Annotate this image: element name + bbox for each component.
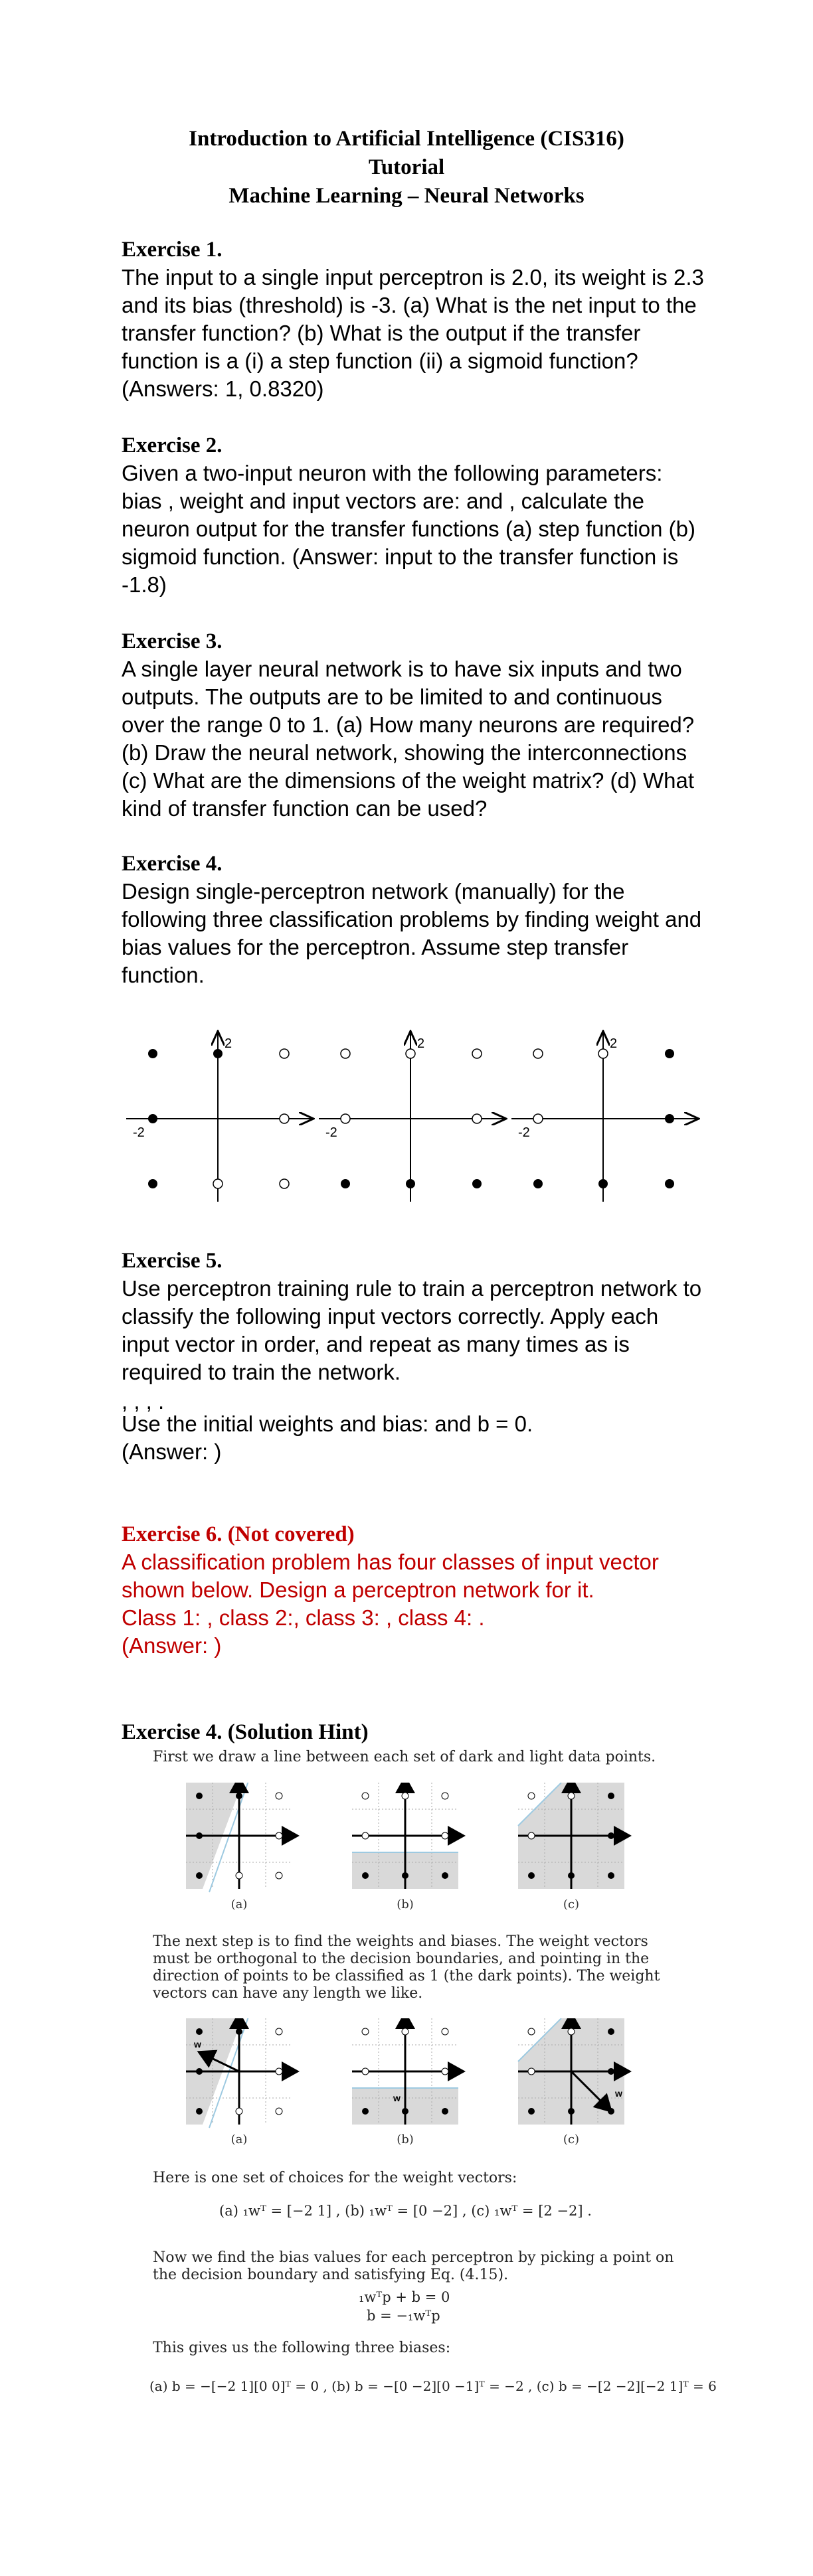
bias-equation-2: b = −₁wᵀp	[367, 2308, 440, 2324]
caption-b: (b)	[397, 1897, 414, 1911]
dark-point	[598, 1179, 608, 1188]
light-point	[280, 1049, 289, 1058]
caption-c: (c)	[563, 1897, 580, 1911]
exercise-5-title: Exercise 5.	[122, 1249, 223, 1273]
hint-paragraph-2: The next step is to find the weights and biases. The weight vectors must be orthogonal to the decision boundaries, and pointing in the direction of points to be classified as 1 (the dark points). The weight vectors can have any length we like.	[153, 1933, 660, 2002]
dark-point	[148, 1049, 157, 1058]
biases-equation: (a) b = −[−2 1][0 0]ᵀ = 0 , (b) b = −[0 −2][0 −1]ᵀ = −2 , (c) b = −[2 −2][−2 1]ᵀ = 6	[149, 2378, 717, 2394]
dark-point	[472, 1179, 482, 1188]
exercise-3-body: A single layer neural network is to have six inputs and two outputs. The outputs are to be limited to and continuous over the range 0 to 1. (a) How many neurons are required? (b) Draw the neural network, showing the interconnections (c) What are the dimensions of the weight matrix? (d) What kind of transfer function can be used?	[122, 657, 701, 821]
weight-label: w	[615, 2088, 622, 2099]
hint-weight-plot-a	[186, 2018, 296, 2128]
light-point	[533, 1114, 543, 1123]
dark-point	[148, 1179, 157, 1188]
x-tick-label: -2	[325, 1125, 337, 1140]
hint-paragraph-4: Now we find the bias values for each perceptron by picking a point on the decision boundary and satisfying Eq. (4.15).	[153, 2249, 674, 2283]
hint-paragraph-5: This gives us the following three biases:	[153, 2340, 451, 2356]
exercise-4-body: Design single-perceptron network (manually) for the following three classification problems by finding weight and bias values for the perceptron. Assume step transfer function.	[122, 879, 708, 987]
exercise-2-title: Exercise 2.	[122, 434, 223, 457]
exercise-5-body: Use perceptron training rule to train a perceptron network to classify the following input vectors correctly. Apply each input vector in order, and repeat as many times as is required to train the network.	[122, 1276, 708, 1384]
hint-paragraph-1: First we draw a line between each set of dark and light data points.	[153, 1749, 656, 1765]
hint-title: Exercise 4. (Solution Hint)	[122, 1720, 369, 1744]
exercise-1-title: Exercise 1.	[122, 238, 223, 262]
exercise-4-plots	[126, 1022, 711, 1208]
topic-title: Machine Learning – Neural Networks	[228, 184, 585, 208]
hint-paragraph-3: Here is one set of choices for the weight vectors:	[153, 2170, 517, 2186]
light-point	[406, 1049, 415, 1058]
exercise-6-answer: (Answer: )	[122, 1633, 222, 1658]
light-point	[341, 1049, 350, 1058]
caption-a: (a)	[230, 1897, 248, 1911]
x-tick-label: -2	[133, 1125, 145, 1140]
light-point	[533, 1049, 543, 1058]
exercise-4-title: Exercise 4.	[122, 852, 223, 876]
exercise-6-line-2: shown below. Design a perceptron network for it.	[122, 1577, 594, 1602]
caption-c-2: (c)	[563, 2133, 580, 2146]
dark-point	[341, 1179, 350, 1188]
dark-point	[406, 1179, 415, 1188]
dark-point	[665, 1049, 674, 1058]
exercise-5-vectors: , , , .	[122, 1389, 165, 1413]
light-point	[213, 1179, 223, 1188]
tutorial-title: Tutorial	[368, 155, 445, 179]
light-point	[472, 1049, 482, 1058]
exercise-2-body: Given a two-input neuron with the following parameters: bias , weight and input vectors are: and , calculate the neuron output for the transfer functions (a) step function (b) sigmoid function. (Answer: input to the transfer function is -1.8)	[122, 461, 702, 597]
bias-equation-1: ₁wᵀp + b = 0	[359, 2289, 450, 2305]
exercise-6-line-3: Class 1: , class 2:, class 3: , class 4: .	[122, 1605, 485, 1630]
y-tick-label: 2	[417, 1036, 425, 1051]
light-point	[280, 1179, 289, 1188]
course-title: Introduction to Artificial Intelligence (CIS316)	[189, 127, 624, 151]
weights-equation: (a) ₁wᵀ = [−2 1] , (b) ₁wᵀ = [0 −2] , (c) ₁wᵀ = [2 −2] .	[219, 2203, 592, 2219]
dark-point	[665, 1179, 674, 1188]
y-tick-label: 2	[225, 1036, 232, 1051]
plot-2	[319, 1032, 505, 1202]
weight-label: w	[194, 2039, 201, 2050]
plot-3	[511, 1032, 697, 1202]
exercise-3-title: Exercise 3.	[122, 629, 223, 653]
exercise-5-initial: Use the initial weights and bias: and b = 0.	[122, 1411, 533, 1436]
hint-plot-a	[186, 1783, 296, 1892]
light-point	[280, 1114, 289, 1123]
hint-weight-plot-b	[352, 2018, 462, 2125]
exercise-5-answer: (Answer: )	[122, 1439, 222, 1464]
hint-diagrams-row-2	[186, 2018, 638, 2131]
exercise-6-line-1: A classification problem has four classes of input vector	[122, 1550, 659, 1574]
exercise-6-title: Exercise 6. (Not covered)	[122, 1522, 355, 1546]
hint-weight-plot-c	[518, 2018, 628, 2125]
dark-point	[213, 1049, 223, 1058]
hint-plot-b	[352, 1783, 462, 1889]
weight-label: w	[393, 2093, 401, 2103]
y-tick-label: 2	[610, 1036, 618, 1051]
hint-plot-c	[518, 1783, 628, 1889]
light-point	[472, 1114, 482, 1123]
light-point	[598, 1049, 608, 1058]
plot-1	[126, 1032, 312, 1202]
x-tick-label: -2	[518, 1125, 530, 1140]
dark-point	[148, 1114, 157, 1123]
light-point	[341, 1114, 350, 1123]
exercise-1-body: The input to a single input perceptron is 2.0, its weight is 2.3 and its bias (threshold) is -3. (a) What is the net input to the transfer function? (b) What is the output if the transfer function is a (i) a step function (ii) a sigmoid function? (Answers: 1, 0.8320)	[122, 265, 704, 401]
dark-point	[533, 1179, 543, 1188]
dark-point	[665, 1114, 674, 1123]
caption-a-2: (a)	[230, 2133, 248, 2146]
hint-diagrams-row-1	[186, 1783, 638, 1895]
caption-b-2: (b)	[397, 2133, 414, 2146]
